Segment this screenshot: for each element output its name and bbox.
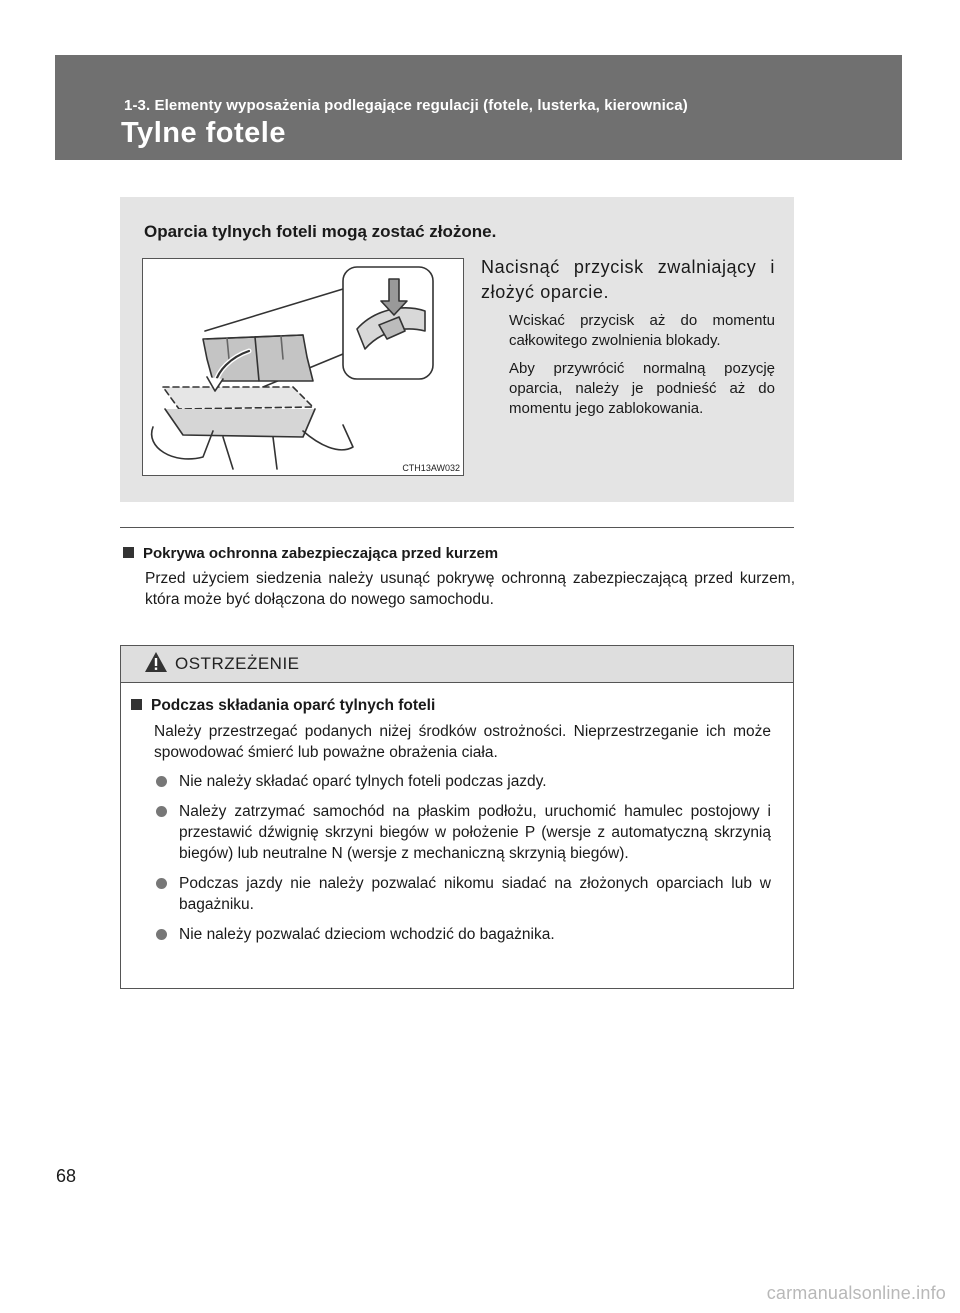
procedure-steps [481,255,775,419]
list-item [154,771,771,792]
list-item [154,924,771,945]
step-note: Wciskać przycisk aż do momentu całkowitego zwolnienia blokady. [509,312,775,349]
list-item-text: Należy zatrzymać samochód na płaskim podłożu, uruchomić hamulec postojowy i przestawić dźwignię skrzyni biegów w położenie P (wersje z automatyczną skrzynią biegów) lub neutralne N (wersje z mechaniczną skrzynią biegów). [179,803,771,862]
list-item-text: Nie należy pozwalać dzieciom wchodzić do bagażnika. [179,926,555,943]
section-breadcrumb: 1-3. Elementy wyposażenia podlegające regulacji (fotele, lusterka, kierownica) [124,97,688,114]
page-number: 68 [56,1166,77,1186]
square-bullet-icon [123,547,134,558]
dust-cover-topic [123,545,795,610]
warning-header [121,646,793,683]
warning-content [121,683,793,945]
topic-heading-text: Pokrywa ochronna zabezpieczająca przed kurzem [143,545,499,562]
warning-triangle-icon [144,651,168,673]
step-action: Nacisnąć przycisk zwalniający i złożyć oparcie. [481,257,775,302]
section-divider [120,527,794,528]
list-item-text: Nie należy składać oparć tylnych foteli podczas jazdy. [179,773,547,790]
warning-heading [131,697,771,715]
page-title: Tylne fotele [121,117,286,149]
warning-body: Należy przestrzegać podanych niżej środków ostrożności. Nieprzestrzeganie ich może spowodować śmierć lub poważne obrażenia ciała. [154,723,771,761]
circle-bullet-icon [156,878,167,889]
circle-bullet-icon [156,929,167,940]
topic-body: Przed użyciem siedzenia należy usunąć pokrywę ochronną zabezpieczającą przed kurzem, która może być dołączona do nowego samochodu. [145,570,795,608]
watermark: carmanualsonline.info [766,1283,946,1303]
warning-list [154,771,771,945]
circle-bullet-icon [156,776,167,787]
circle-bullet-icon [156,806,167,817]
page-header [55,55,902,160]
info-lead: Oparcia tylnych foteli mogą zostać złożone. [144,222,497,241]
list-item-text: Podczas jazdy nie należy pozwalać nikomu siadać na złożonych oparciach lub w bagażniku. [179,875,771,913]
step-note: Aby przywrócić normalną pozycję oparcia, należy je podnieść aż do momentu jego zablokowania. [509,360,775,417]
topic-heading [123,545,795,562]
square-bullet-icon [131,699,142,710]
illustration-code: CTH13AW032 [402,463,460,473]
list-item [154,801,771,864]
info-box [120,197,794,502]
warning-heading-text: Podczas składania oparć tylnych foteli [151,697,436,714]
warning-label: OSTRZEŻENIE [175,654,300,673]
list-item [154,873,771,915]
warning-box [120,645,794,989]
rear-seat-drawing [143,259,463,475]
seat-folding-illustration [142,258,464,476]
